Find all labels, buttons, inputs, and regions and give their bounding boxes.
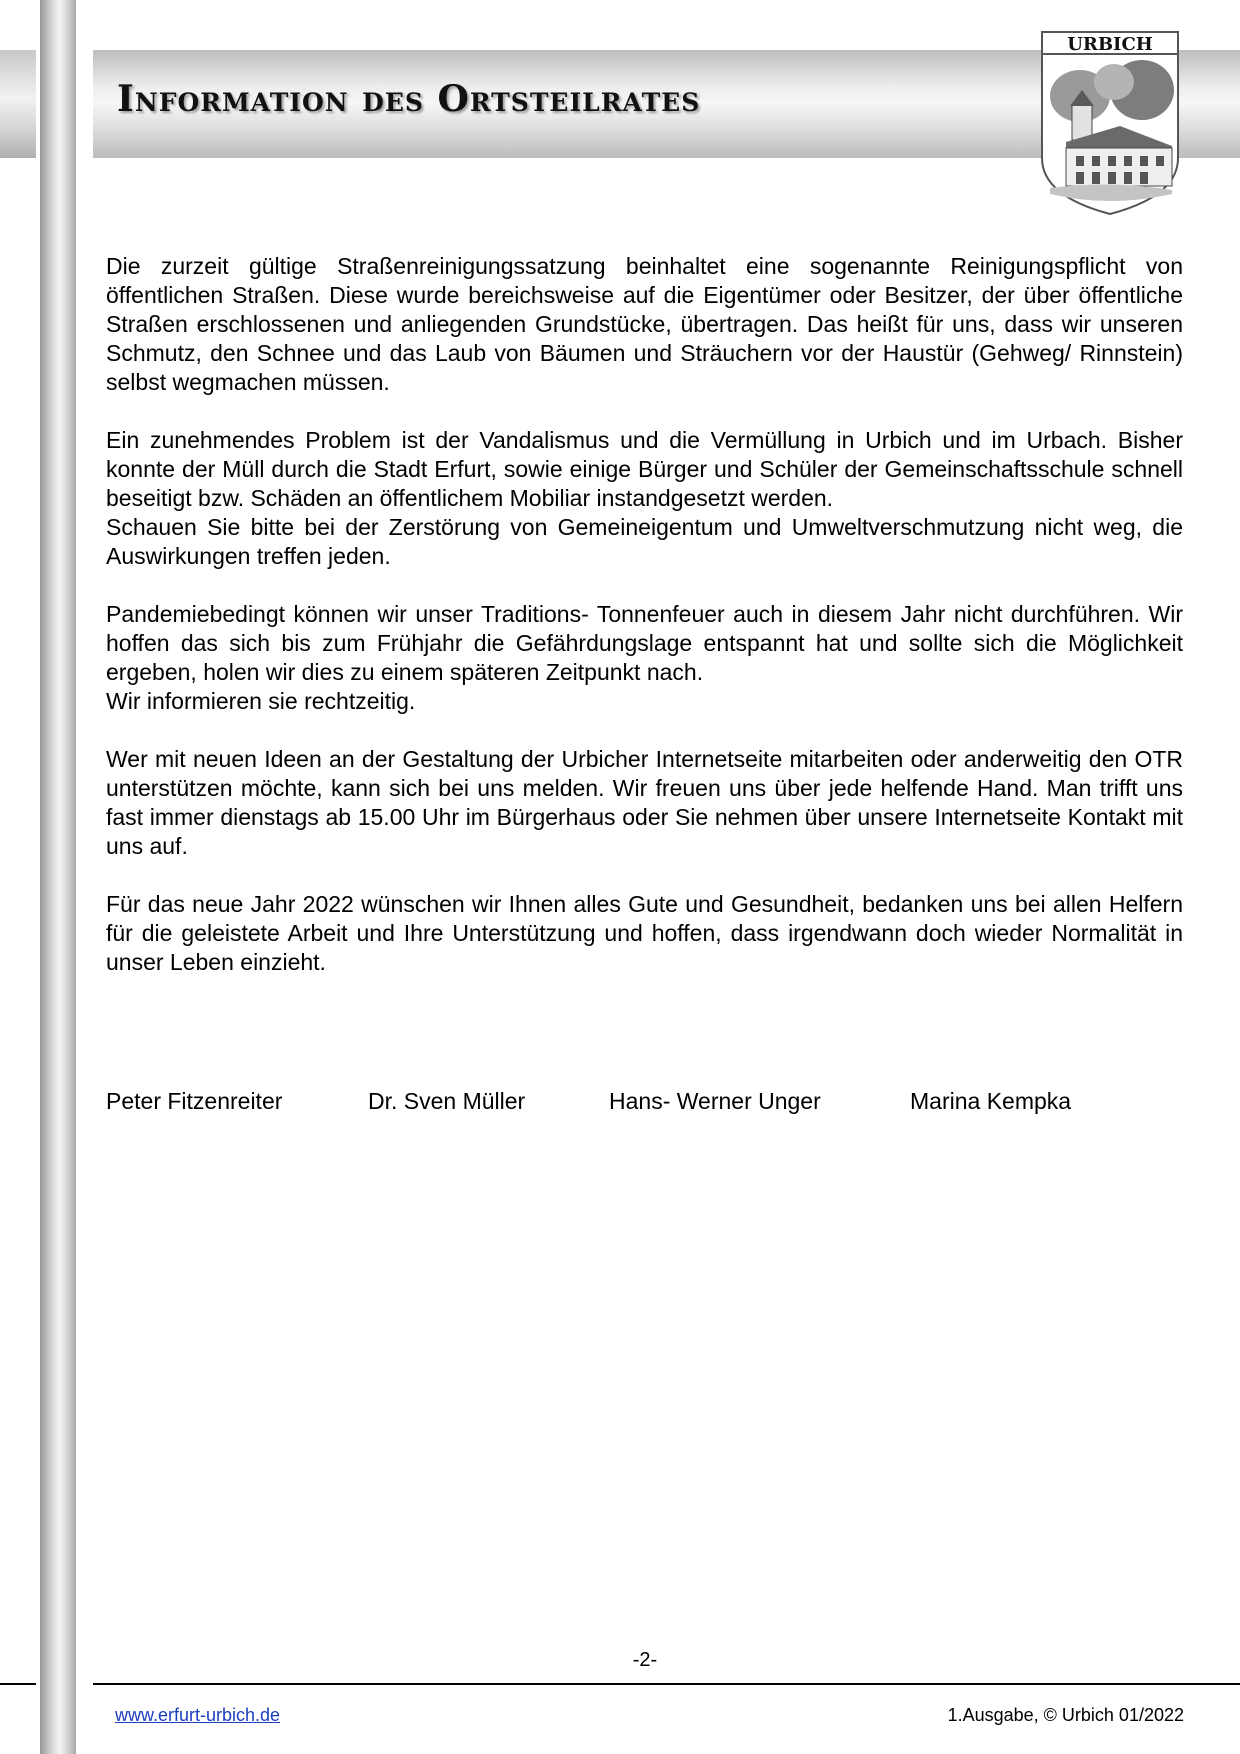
paragraph-street-cleaning: Die zurzeit gültige Straßenreinigungssatzung beinhaltet eine sogenannte Reinigungspflicht von öffentlichen Straßen. Diese wurde bereichsweise auf die Eigentümer oder Besitzer, der über öffentliche Straßen erschlossenen und anliegenden Grundstücke, übertragen. Das heißt für uns, dass wir unseren Schmutz, den Schnee und das Laub von Bäumen und Sträuchern vor der Haustür (Gehweg/ Rinnstein) selbst wegmachen müssen. — [106, 253, 1183, 395]
paragraph-website-help: Wer mit neuen Ideen an der Gestaltung der Urbicher Internetseite mitarbeiten oder anderweitig den OTR unterstützen möchte, kann sich bei uns melden. Wir freuen uns über jede helfende Hand. Man trifft uns fast immer dienstags ab 15.00 Uhr im Bürgerhaus oder Sie nehmen über unsere Internetseite Kontakt mit uns auf. — [106, 746, 1183, 859]
left-decorative-bar — [40, 0, 76, 1754]
website-link[interactable]: www.erfurt-urbich.de — [115, 1705, 281, 1725]
footer-divider — [93, 1683, 1240, 1685]
crest-label: URBICH — [1067, 34, 1153, 55]
edition-info: 1.Ausgabe, © Urbich 01/2022 — [947, 1705, 1184, 1725]
paragraph-appeal: Schauen Sie bitte bei der Zerstörung von Gemeineigentum und Umweltverschmutzung nicht weg, die Auswirkungen treffen jeden. — [106, 514, 1183, 569]
signature-name: Peter Fitzenreiter — [106, 1088, 283, 1114]
paragraph-bonfire: Pandemiebedingt können wir unser Traditions- Tonnenfeuer auch in diesem Jahr nicht durchführen. Wir hoffen das sich bis zum Frühjahr die Gefährdungslage entspannt hat und sollte sich die Möglichkeit ergeben, holen wir dies zu einem späteren Zeitpunkt nach. — [106, 601, 1183, 685]
paragraph-new-year: Für das neue Jahr 2022 wünschen wir Ihnen alles Gute und Gesundheit, bedanken uns bei allen Helfern für die geleistete Arbeit und Ihre Unterstützung und hoffen, dass irgendwann doch wieder Normalität in unser Leben einzieht. — [106, 891, 1183, 975]
page-title: Information des Ortsteilrates — [117, 78, 701, 120]
paragraph-notice: Wir informieren sie rechtzeitig. — [106, 688, 416, 714]
left-header-stub — [0, 50, 36, 158]
page-number: -2- — [632, 1649, 658, 1671]
urbich-crest-logo — [1036, 30, 1184, 216]
footer-divider-left — [0, 1683, 36, 1685]
article-body — [106, 252, 1183, 977]
signature-row — [106, 1087, 1183, 1117]
signature-name: Marina Kempka — [910, 1088, 1072, 1114]
signature-name: Dr. Sven Müller — [368, 1088, 526, 1114]
signature-name: Hans- Werner Unger — [609, 1088, 821, 1114]
paragraph-vandalism: Ein zunehmendes Problem ist der Vandalismus und die Vermüllung in Urbich und im Urbach. Bisher konnte der Müll durch die Stadt Erfurt, sowie einige Bürger und Schüler der Gemeinschaftsschule schnell beseitigt bzw. Schäden an öffentlichem Mobiliar instandgesetzt werden. — [106, 427, 1183, 511]
